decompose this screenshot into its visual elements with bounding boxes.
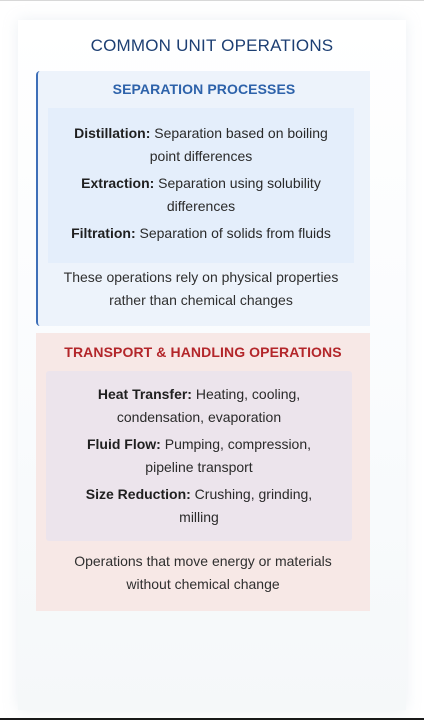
item-desc: Separation based on boiling point differences (149, 125, 328, 164)
separation-card (36, 71, 370, 326)
item-term: Size Reduction: (85, 486, 191, 502)
item-desc: Heating, cooling, condensation, evaporation (116, 386, 301, 425)
item-desc: Pumping, compression, pipeline transport (145, 436, 312, 475)
top-divider (0, 0, 424, 1)
item-desc: Crushing, grinding, milling (179, 486, 313, 525)
list-item (48, 122, 354, 167)
item-term: Extraction: (81, 175, 155, 191)
separation-list (48, 108, 354, 325)
separation-note: These operations rely on physical properties rather than chemical changes (63, 269, 339, 308)
transport-list (46, 371, 352, 541)
item-desc: Separation of solids from fluids (135, 225, 331, 241)
item-term: Filtration: (71, 225, 136, 241)
item-term: Distillation: (74, 125, 151, 141)
list-item (46, 433, 352, 478)
item-term: Fluid Flow: (86, 436, 161, 452)
list-item (46, 483, 352, 528)
item-desc: Separation using solubility differences (154, 175, 321, 214)
transport-card (36, 333, 370, 611)
list-item (48, 172, 354, 217)
separation-heading: SEPARATION PROCESSES (112, 81, 296, 97)
transport-note: Operations that move energy or materials without chemical change (74, 553, 332, 592)
item-term: Heat Transfer: (97, 386, 192, 402)
page-title: COMMON UNIT OPERATIONS (90, 36, 334, 55)
list-item (48, 222, 354, 245)
transport-heading: TRANSPORT & HANDLING OPERATIONS (64, 344, 342, 360)
list-item (46, 383, 352, 428)
